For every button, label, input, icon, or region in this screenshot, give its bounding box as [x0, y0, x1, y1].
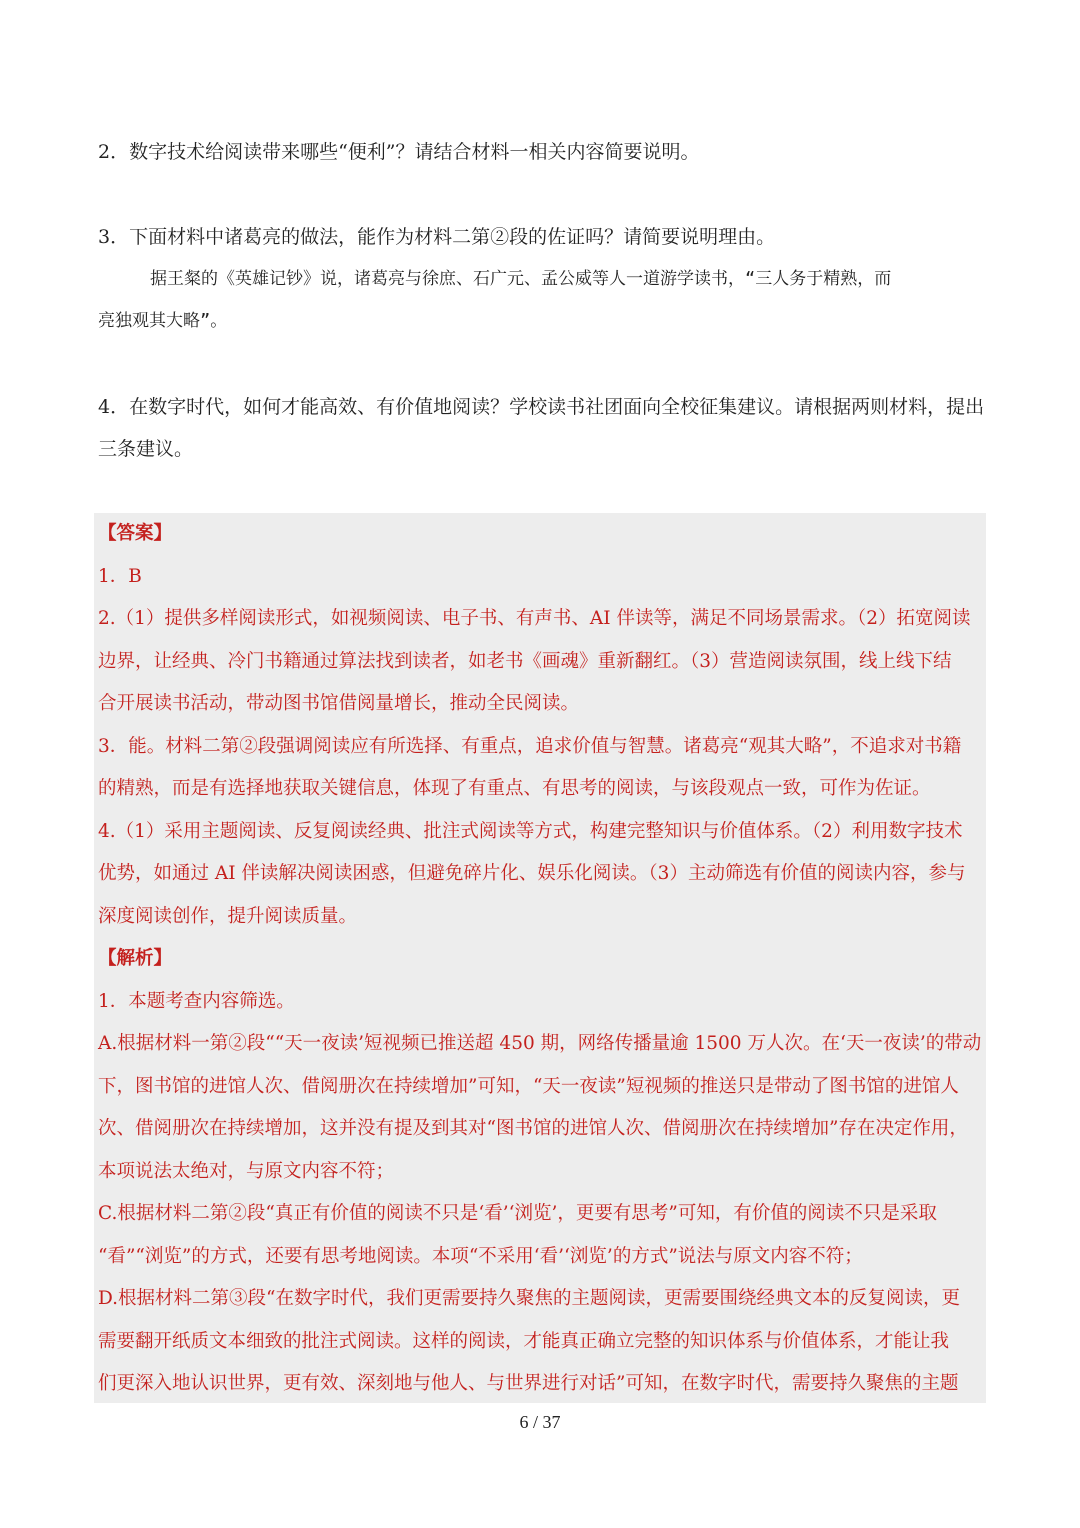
analysis-d-line-3: 们更深入地认识世界，更有效、深刻地与他人、与世界进行对话”可知，在数字时代，需要持久聚焦的主题	[98, 1373, 959, 1394]
analysis-c-line-2: “看”“浏览”的方式，还要有思考地阅读。本项“不采用‘看’‘浏览’的方式”说法与原文内容不符；	[98, 1246, 863, 1267]
question-3-material-line-1	[98, 258, 988, 300]
answer-2-line-2: 边界，让经典、冷门书籍通过算法找到读者，如老书《画魂》重新翻红。（3）营造阅读氛围，线上线下结	[98, 651, 952, 672]
answer-4-line-3: 深度阅读创作，提升阅读质量。	[98, 906, 358, 927]
answer-2-line-1: 2.（1）提供多样阅读形式，如视频阅读、电子书、有声书、AI 伴读等，满足不同场景需求。（2）拓宽阅读	[98, 608, 971, 629]
answer-3-line-1: 3．能。材料二第②段强调阅读应有所选择、有重点，追求价值与智慧。诸葛亮“观其大略”，不追求对书籍	[98, 736, 962, 757]
analysis-a-line-4: 本项说法太绝对，与原文内容不符；	[98, 1161, 395, 1182]
analysis-d-line-1: D.根据材料二第③段“在数字时代，我们更需要持久聚焦的主题阅读，更需要围绕经典文本的反复阅读，更	[98, 1288, 961, 1309]
question-4-line-1: 4．在数字时代，如何才能高效、有价值地阅读？学校读书社团面向全校征集建议。请根据两则材料，提出	[98, 396, 985, 418]
analysis-a-line-1: A.根据材料一第②段““天一夜读’短视频已推送超 450 期，网络传播量逾 1500 万人次。在‘天一夜读’的带动	[98, 1033, 982, 1054]
answer-heading: 【答案】	[98, 523, 173, 544]
question-2: 2．数字技术给阅读带来哪些“便利”？请结合材料一相关内容简要说明。	[98, 141, 700, 163]
question-3: 3．下面材料中诸葛亮的做法，能作为材料二第②段的佐证吗？请简要说明理由。	[98, 226, 776, 248]
analysis-c-line-1: C.根据材料二第②段“真正有价值的阅读不只是‘看’‘浏览’，更要有思考”可知，有价值的阅读不只是采取	[98, 1203, 937, 1224]
page-number: 6 / 37	[519, 1412, 561, 1432]
analysis-1: 1．本题考查内容筛选。	[98, 991, 295, 1012]
answer-4-line-2: 优势，如通过 AI 伴读解决阅读困惑，但避免碎片化、娱乐化阅读。（3）主动筛选有价值的阅读内容，参与	[98, 863, 966, 884]
analysis-a-line-2: 下，图书馆的进馆人次、借阅册次在持续增加”可知，“天一夜读”短视频的推送只是带动了图书馆的进馆人	[98, 1076, 959, 1097]
analysis-heading: 【解析】	[98, 948, 173, 969]
question-3-material-line-2: 亮独观其大略”。	[98, 311, 228, 331]
question-3-material-text-1: 据王粲的《英雄记钞》说，诸葛亮与徐庶、石广元、孟公威等人一道游学读书，“三人务于精熟，而	[150, 269, 892, 289]
analysis-d-line-2: 需要翻开纸质文本细致的批注式阅读。这样的阅读，才能真正确立完整的知识体系与价值体系，才能让我	[98, 1331, 950, 1352]
answer-1: 1．B	[98, 566, 142, 587]
analysis-a-line-3: 次、借阅册次在持续增加，这并没有提及到其对“图书馆的进馆人次、借阅册次在持续增加”存在决定作用，	[98, 1118, 968, 1139]
answer-3-line-2: 的精熟，而是有选择地获取关键信息，体现了有重点、有思考的阅读，与该段观点一致，可作为佐证。	[98, 778, 931, 799]
question-4-line-2: 三条建议。	[98, 438, 194, 460]
answer-4-line-1: 4.（1）采用主题阅读、反复阅读经典、批注式阅读等方式，构建完整知识与价值体系。（2）利用数字技术	[98, 821, 963, 842]
answer-2-line-3: 合开展读书活动，带动图书馆借阅量增长，推动全民阅读。	[98, 693, 580, 714]
